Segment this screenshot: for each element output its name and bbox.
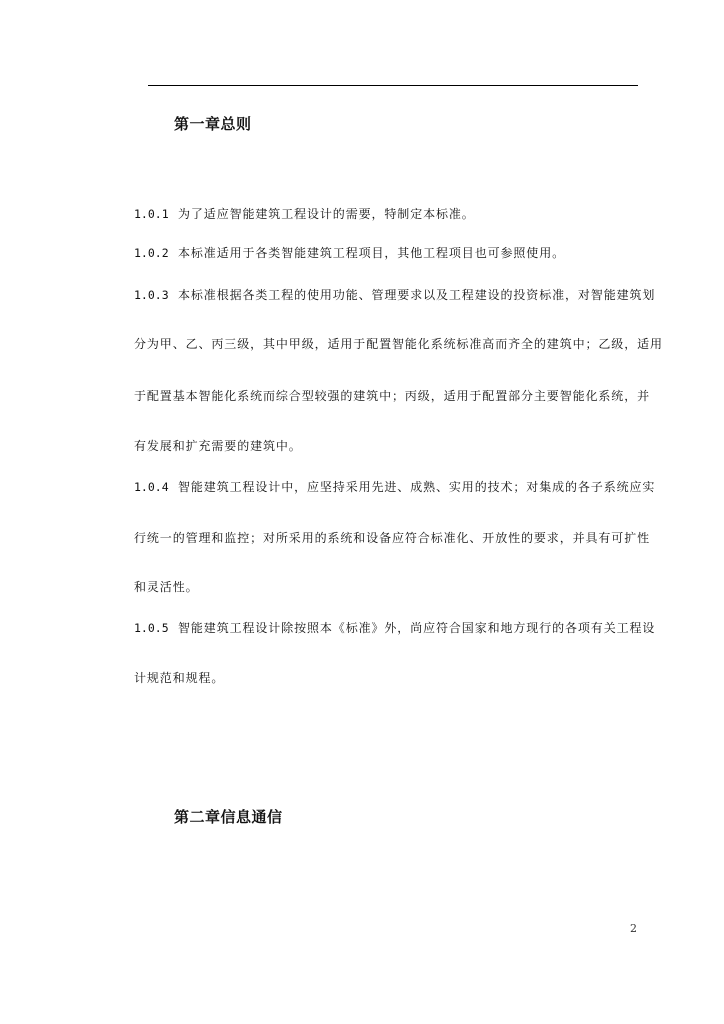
section-number: 1.0.1 <box>134 207 169 221</box>
section-1-0-1 <box>134 205 656 222</box>
section-1-0-3-line-2: 分为甲、乙、丙三级，其中甲级，适用于配置智能化系统标准高而齐全的建筑中；乙级，适用 <box>134 337 663 351</box>
section-1-0-3-line-3: 于配置基本智能化系统而综合型较强的建筑中；丙级，适用于配置部分主要智能化系统，并 <box>134 389 651 403</box>
section-1-0-4-line-3: 和灵活性。 <box>134 580 199 594</box>
section-text: 智能建筑工程设计除按照本《标准》外，尚应符合国家和地方现行的各项有关工程设 <box>178 621 656 635</box>
section-1-0-2 <box>134 244 656 261</box>
section-number: 1.0.3 <box>134 288 169 302</box>
section-text: 为了适应智能建筑工程设计的需要，特制定本标准。 <box>178 207 475 221</box>
section-number: 1.0.4 <box>134 480 169 494</box>
chapter-2-title: 第二章信息通信 <box>174 808 283 826</box>
section-number: 1.0.2 <box>134 246 169 260</box>
section-1-0-4 <box>134 478 656 495</box>
section-text: 本标准根据各类工程的使用功能、管理要求以及工程建设的投资标准，对智能建筑划 <box>178 288 656 302</box>
section-number: 1.0.5 <box>134 621 169 635</box>
section-1-0-3 <box>134 286 656 303</box>
section-1-0-5-line-2: 计规范和规程。 <box>134 671 225 685</box>
section-text: 本标准适用于各类智能建筑工程项目，其他工程项目也可参照使用。 <box>178 246 566 260</box>
section-1-0-4-line-2: 行统一的管理和监控；对所采用的系统和设备应符合标准化、开放性的要求，并具有可扩性 <box>134 531 651 545</box>
header-rule <box>148 85 638 86</box>
chapter-1-title: 第一章总则 <box>174 115 252 133</box>
section-1-0-3-line-4: 有发展和扩充需要的建筑中。 <box>134 439 302 453</box>
section-text: 智能建筑工程设计中，应坚持采用先进、成熟、实用的技术；对集成的各子系统应实 <box>178 480 656 494</box>
page-number: 2 <box>630 922 637 935</box>
section-1-0-5 <box>134 619 656 636</box>
